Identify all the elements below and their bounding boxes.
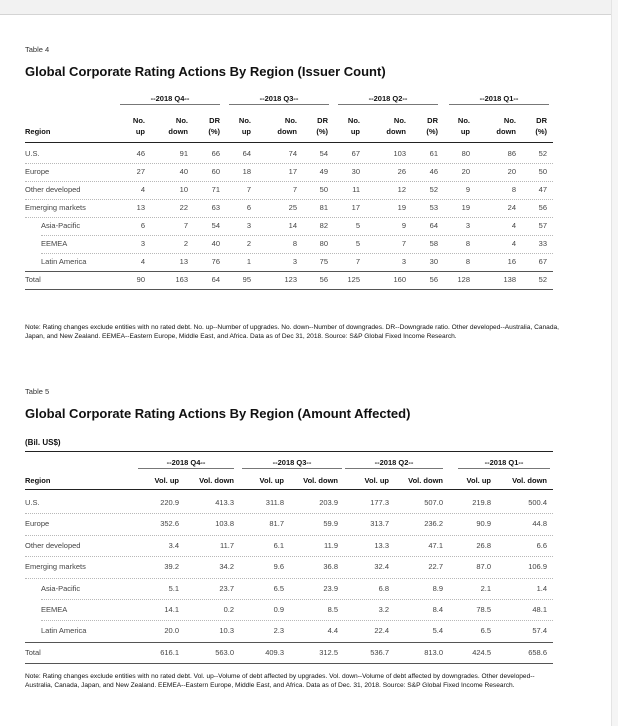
table-cell: 3.2: [378, 605, 389, 614]
table-cell: 6.6: [536, 540, 547, 550]
row-region-label: Latin America: [41, 626, 87, 636]
table-cell: 10: [179, 185, 188, 194]
table-row: [25, 535, 553, 556]
column-header: No. down: [496, 116, 516, 136]
table-cell: 33: [538, 239, 547, 248]
table-cell: 424.5: [472, 647, 491, 657]
row-region-label: EEMEA: [41, 605, 68, 614]
table-cell: 2: [246, 239, 251, 248]
table-cell: 3: [292, 257, 297, 266]
column-header: Vol. up: [259, 476, 284, 485]
table-cell: 3.4: [168, 540, 179, 550]
table-cell: 12: [397, 185, 406, 194]
table-cell: 409.3: [265, 647, 284, 657]
table-cell: 8.9: [432, 583, 443, 593]
table-cell: 81: [319, 203, 328, 212]
table-cell: 13: [179, 257, 188, 266]
table-cell: 17: [288, 167, 297, 176]
table-cell: 4: [140, 185, 145, 194]
table-cell: 20: [461, 167, 470, 176]
table-row: [25, 556, 553, 577]
table2-top-rule: [25, 451, 553, 452]
table-row: [25, 620, 553, 641]
table-cell: 47.1: [428, 540, 443, 550]
table1-header-rule: [25, 142, 553, 143]
table-cell: 13.3: [374, 540, 389, 550]
table-cell: 56: [538, 203, 547, 212]
table-row: [25, 253, 553, 271]
table-cell: 8.5: [327, 605, 338, 614]
table-cell: 22.7: [428, 562, 443, 572]
column-header: Vol. up: [364, 476, 389, 485]
table-cell: 313.7: [370, 519, 389, 529]
table-cell: 50: [319, 185, 328, 194]
table-cell: 8: [465, 239, 470, 248]
table-cell: 53: [429, 203, 438, 212]
table-cell: 0.2: [223, 605, 234, 614]
table-cell: 40: [211, 239, 220, 248]
table-cell: 8: [511, 185, 516, 194]
table-cell: 91: [179, 149, 188, 158]
table-cell: 6.8: [378, 583, 389, 593]
table-cell: 78.5: [476, 605, 491, 614]
table-cell: 67: [351, 149, 360, 158]
table-cell: 30: [429, 257, 438, 266]
table-cell: 54: [211, 221, 220, 230]
table-cell: 103: [393, 149, 406, 158]
table-cell: 11: [352, 185, 360, 194]
column-header: Vol. down: [199, 476, 234, 485]
table-cell: 6.5: [480, 626, 491, 636]
table-cell: 16: [507, 257, 516, 266]
table1-region-header: Region: [25, 127, 51, 136]
table-cell: 56: [429, 275, 438, 284]
table-cell: 19: [397, 203, 406, 212]
table-cell: 7: [183, 221, 188, 230]
column-header: DR (%): [535, 116, 547, 136]
row-region-label: U.S.: [25, 149, 40, 158]
table-cell: 413.3: [215, 498, 234, 507]
column-header: DR (%): [208, 116, 220, 136]
table-cell: 8.4: [432, 605, 443, 614]
table-bottom-rule: [25, 663, 553, 664]
table-cell: 27: [136, 167, 145, 176]
table-cell: 11.9: [323, 540, 338, 550]
table-cell: 163: [175, 275, 188, 284]
table-cell: 58: [429, 239, 438, 248]
table-cell: 125: [347, 275, 360, 284]
table-cell: 4.4: [327, 626, 338, 636]
table-cell: 10.3: [219, 626, 234, 636]
table2-group-q4: --2018 Q4--: [138, 458, 234, 467]
table-row: [25, 578, 553, 599]
table-cell: 11.7: [219, 540, 234, 550]
table-cell: 13: [136, 203, 145, 212]
row-region-label: Asia-Pacific: [41, 221, 81, 230]
table-cell: 87.0: [476, 562, 491, 572]
table-cell: 312.5: [319, 647, 338, 657]
table-cell: 49: [319, 167, 328, 176]
column-header: No. down: [386, 116, 406, 136]
table-cell: 26.8: [476, 540, 491, 550]
table-cell: 500.4: [528, 498, 547, 507]
table-cell: 6: [246, 203, 251, 212]
table2-group-q1: --2018 Q1--: [458, 458, 550, 467]
table-cell: 311.8: [265, 498, 284, 507]
table-cell: 4: [140, 257, 145, 266]
table-cell: 8: [292, 239, 297, 248]
table-cell: 52: [538, 275, 547, 284]
table-cell: 123: [284, 275, 297, 284]
table-cell: 67: [538, 257, 547, 266]
table-cell: 90: [136, 275, 145, 284]
table-cell: 46: [429, 167, 438, 176]
table-cell: 3: [246, 221, 251, 230]
table-cell: 75: [319, 257, 328, 266]
table-cell: 34.2: [219, 562, 234, 572]
table-cell: 66: [211, 149, 220, 158]
column-header: Vol. up: [466, 476, 491, 485]
row-region-label: Europe: [25, 167, 50, 176]
table-row: [25, 599, 553, 620]
table-cell: 18: [242, 167, 251, 176]
table-row: [25, 199, 553, 217]
table-cell: 5.1: [168, 583, 179, 593]
table-cell: 7: [246, 185, 251, 194]
table-cell: 61: [429, 149, 438, 158]
table-cell: 236.2: [424, 519, 443, 529]
table-cell: 2: [183, 239, 188, 248]
table-cell: 14.1: [164, 605, 179, 614]
row-region-label: Asia-Pacific: [41, 583, 81, 593]
table-cell: 57: [538, 221, 547, 230]
table1-title: Global Corporate Rating Actions By Region (Issuer Count): [25, 64, 386, 79]
column-header: No. down: [168, 116, 188, 136]
table-cell: 2.1: [480, 583, 491, 593]
row-region-label: Europe: [25, 519, 50, 529]
table-cell: 5.4: [432, 626, 443, 636]
table-cell: 25: [288, 203, 297, 212]
table-cell: 47: [538, 185, 547, 194]
table2-header-rule: [25, 489, 553, 490]
table-cell: 9: [465, 185, 470, 194]
table-cell: 536.7: [370, 647, 389, 657]
table1-note: Note: Rating changes exclude entities with no rated debt. No. up--Number of upgrades. No. down--Number of downgrades. DR--Downgrade ratio. Other developed--Australia, Canada, Japan, and New Zealand. EEMEA--Eastern Europe, Middle East, and Africa. Data as of Dec 31, 2018. Source: S&P Global Fixed Income Research.: [25, 324, 560, 340]
table-cell: 20: [507, 167, 516, 176]
table2-label: Table 5: [25, 387, 50, 396]
table2-group-q3: --2018 Q3--: [242, 458, 342, 467]
table-cell: 60: [211, 167, 220, 176]
table-cell: 5: [355, 239, 360, 248]
table-cell: 138: [503, 275, 516, 284]
page-edge: [611, 0, 618, 726]
table-row: [25, 513, 553, 534]
table1-group-q4: --2018 Q4--: [120, 94, 220, 103]
table-cell: 39.2: [164, 562, 179, 572]
table-cell: 36.8: [323, 562, 338, 572]
table-cell: 80: [319, 239, 328, 248]
table-cell: 17: [351, 203, 360, 212]
table-cell: 8: [465, 257, 470, 266]
table-cell: 6.1: [273, 540, 284, 550]
column-header: No. up: [347, 116, 360, 136]
table-cell: 23.9: [323, 583, 338, 593]
row-region-label: Emerging markets: [25, 203, 86, 212]
table-cell: 76: [211, 257, 220, 266]
table-cell: 1.4: [536, 583, 547, 593]
table-row: [25, 217, 553, 235]
row-region-label: U.S.: [25, 498, 40, 507]
column-header: Vol. down: [303, 476, 338, 485]
table-cell: 7: [401, 239, 406, 248]
table-cell: 813.0: [424, 647, 443, 657]
table-cell: 22: [179, 203, 188, 212]
table-cell: 74: [288, 149, 297, 158]
table-cell: 103.8: [215, 519, 234, 529]
table-cell: 0.9: [273, 605, 284, 614]
table-cell: 82: [319, 221, 328, 230]
total-row: [25, 642, 553, 663]
table1-label: Table 4: [25, 45, 50, 54]
table2-region-header: Region: [25, 476, 51, 485]
table-cell: 52: [429, 185, 438, 194]
table-cell: 616.1: [160, 647, 179, 657]
table-row: [25, 492, 553, 513]
column-header: Vol. down: [512, 476, 547, 485]
table-cell: 48.1: [532, 605, 547, 614]
table-cell: 95: [242, 275, 251, 284]
table2-group-q2: --2018 Q2--: [345, 458, 443, 467]
table-cell: 59.9: [323, 519, 338, 529]
table-cell: 19: [461, 203, 470, 212]
table-cell: 219.8: [472, 498, 491, 507]
table-cell: 64: [429, 221, 438, 230]
row-region-label: Total: [25, 647, 41, 657]
table-cell: 80: [461, 149, 470, 158]
browser-top-bar: [0, 0, 618, 15]
table-cell: 658.6: [528, 647, 547, 657]
table-cell: 128: [457, 275, 470, 284]
table-cell: 86: [507, 149, 516, 158]
table-cell: 52: [538, 149, 547, 158]
table-cell: 81.7: [269, 519, 284, 529]
table-cell: 44.8: [532, 519, 547, 529]
table-cell: 64: [242, 149, 251, 158]
table-cell: 57.4: [532, 626, 547, 636]
table-cell: 177.3: [370, 498, 389, 507]
table-cell: 50: [538, 167, 547, 176]
row-region-label: Latin America: [41, 257, 87, 266]
table-cell: 9.6: [273, 562, 284, 572]
table-cell: 14: [288, 221, 297, 230]
table-cell: 6: [140, 221, 145, 230]
table-row: [25, 145, 553, 163]
total-row: [25, 271, 553, 289]
table-cell: 507.0: [424, 498, 443, 507]
table-cell: 5: [355, 221, 360, 230]
table1-group-q2: --2018 Q2--: [338, 94, 438, 103]
table-cell: 71: [211, 185, 220, 194]
table-cell: 26: [397, 167, 406, 176]
table-cell: 23.7: [219, 583, 234, 593]
table-cell: 1: [246, 257, 251, 266]
column-header: No. up: [238, 116, 251, 136]
table-cell: 6.5: [273, 583, 284, 593]
table-cell: 46: [136, 149, 145, 158]
table-cell: 24: [507, 203, 516, 212]
table-cell: 203.9: [319, 498, 338, 507]
column-header: No. up: [132, 116, 145, 136]
column-header: DR (%): [426, 116, 438, 136]
table2-note: Note: Rating changes exclude entities with no rated debt. Vol. up--Volume of debt affected by upgrades. Vol. down--Volume of debt affected by downgrades. Other developed--Australia, Canada, Japan, and New Zealand. EEMEA--Eastern Europe, Middle East, and Africa. Data as of Dec. 31, 2018. Source: S&P Global Fixed Income Research.: [25, 673, 535, 689]
row-region-label: EEMEA: [41, 239, 68, 248]
row-region-label: Other developed: [25, 540, 81, 550]
row-region-label: Total: [25, 275, 41, 284]
column-header: No. down: [277, 116, 297, 136]
table-row: [25, 163, 553, 181]
table-cell: 352.6: [160, 519, 179, 529]
table-cell: 7: [355, 257, 360, 266]
table-cell: 2.3: [273, 626, 284, 636]
table-cell: 22.4: [374, 626, 389, 636]
table-cell: 90.9: [476, 519, 491, 529]
table-cell: 3: [140, 239, 145, 248]
table-cell: 563.0: [215, 647, 234, 657]
table-cell: 32.4: [374, 562, 389, 572]
table-cell: 40: [179, 167, 188, 176]
table-cell: 54: [319, 149, 328, 158]
table-cell: 160: [393, 275, 406, 284]
table-cell: 3: [401, 257, 406, 266]
column-header: No. up: [457, 116, 470, 136]
row-region-label: Emerging markets: [25, 562, 86, 572]
table-row: [25, 235, 553, 253]
table-cell: 64: [211, 275, 220, 284]
table2-title: Global Corporate Rating Actions By Region (Amount Affected): [25, 406, 411, 421]
table1-group-q1: --2018 Q1--: [449, 94, 549, 103]
table-cell: 30: [351, 167, 360, 176]
table-cell: 7: [292, 185, 297, 194]
column-header: Vol. up: [154, 476, 179, 485]
table-bottom-rule: [25, 289, 553, 290]
table1-group-q3: --2018 Q3--: [229, 94, 329, 103]
column-header: Vol. down: [408, 476, 443, 485]
row-region-label: Other developed: [25, 185, 81, 194]
column-header: DR (%): [316, 116, 328, 136]
table-row: [25, 181, 553, 199]
table-cell: 56: [319, 275, 328, 284]
table-cell: 4: [511, 239, 516, 248]
table-cell: 63: [211, 203, 220, 212]
table-cell: 4: [511, 221, 516, 230]
table-cell: 9: [401, 221, 406, 230]
table-cell: 20.0: [164, 626, 179, 636]
table-cell: 220.9: [160, 498, 179, 507]
table-cell: 3: [465, 221, 470, 230]
table-cell: 106.9: [528, 562, 547, 572]
table2-unit: (Bil. US$): [25, 438, 61, 447]
